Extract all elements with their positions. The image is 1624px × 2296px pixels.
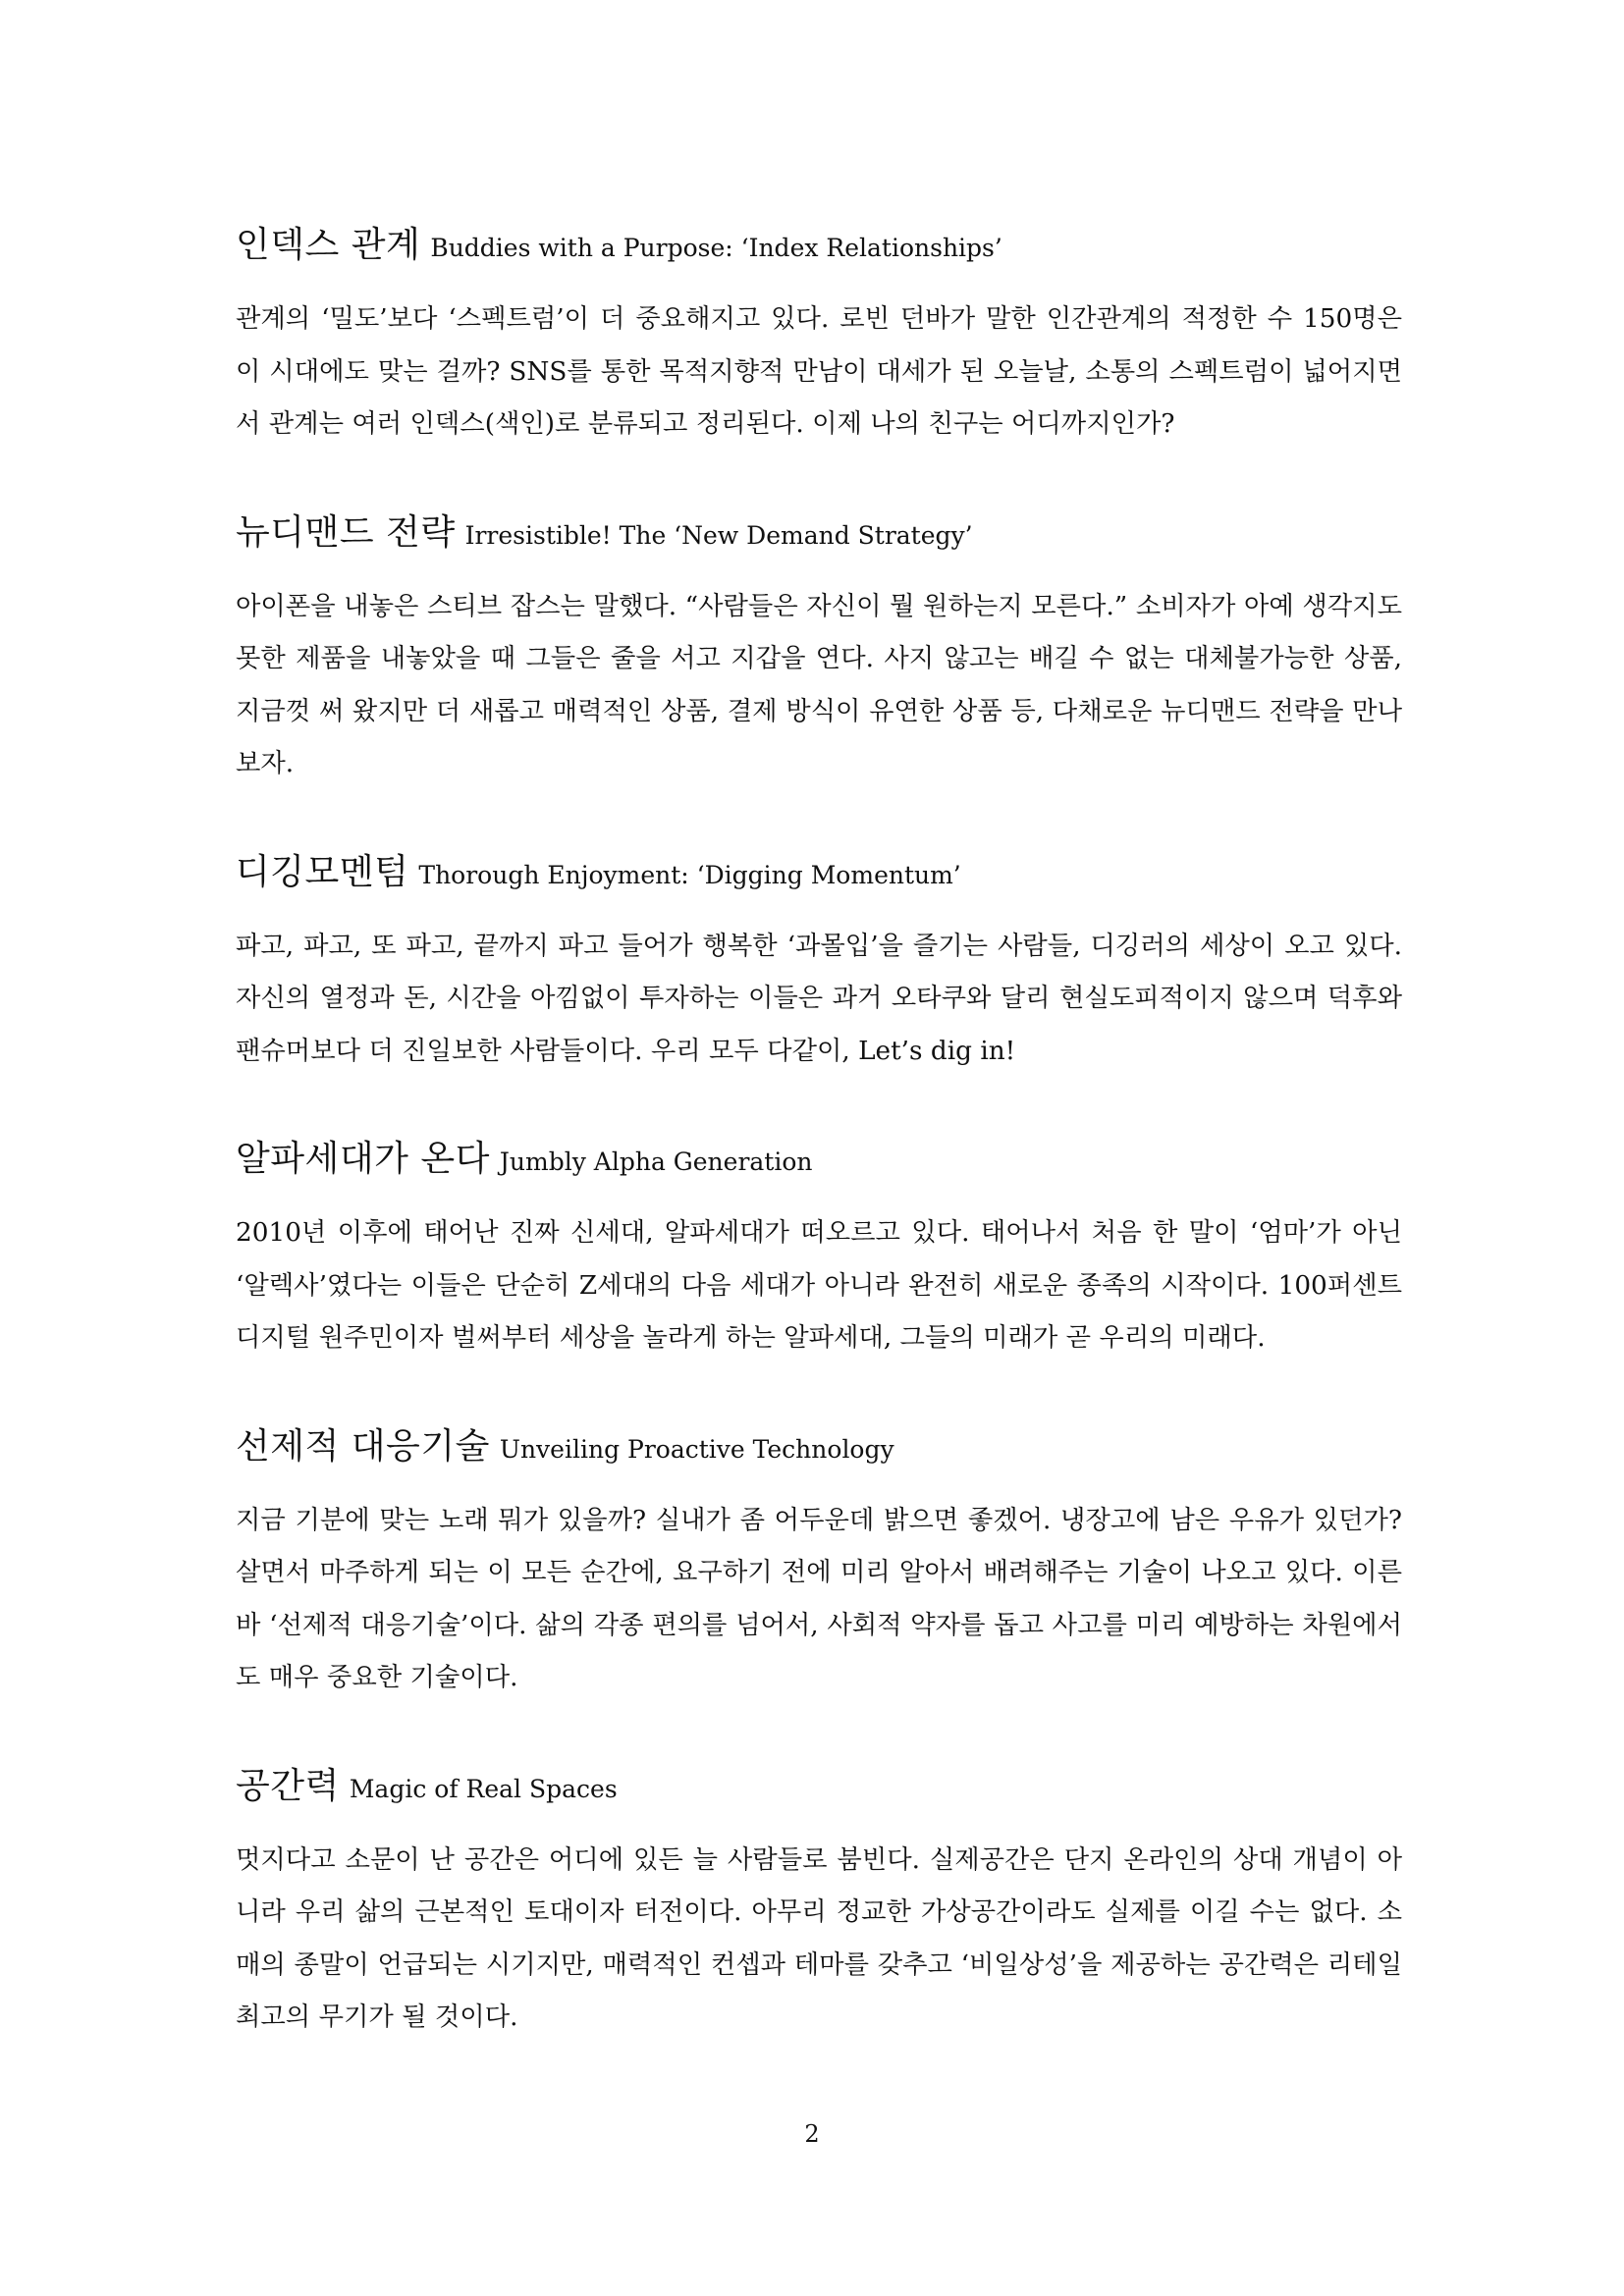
section-body: 2010년 이후에 태어난 진짜 신세대, 알파세대가 떠오르고 있다. 태어나서 처음 한 말이 ‘엄마’가 아닌 ‘알렉사’였다는 이들은 단순히 Z세대의 다음 세대가 아니라 완전히 새로운 종족의 시작이다. 100퍼센트 디지털 원주민이자 벌써부터 세상을 놀라게 하는 알파세대, 그들의 미래가 곧 우리의 미래다. bbox=[236, 1218, 1402, 1353]
section-body: 멋지다고 소문이 난 공간은 어디에 있든 늘 사람들로 붐빈다. 실제공간은 단지 온라인의 상대 개념이 아니라 우리 삶의 근본적인 토대이자 터전이다. 아무리 정교한 가상공간이라도 실제를 이길 수는 없다. 소매의 종말이 언급되는 시기지만, 매력적인 컨셉과 테마를 갖추고 ‘비일상성’을 제공하는 공간력은 리테일 최고의 무기가 될 것이다. bbox=[236, 1844, 1402, 2032]
section-title bbox=[236, 506, 1402, 567]
section-body: 파고, 파고, 또 파고, 끝까지 파고 들어가 행복한 ‘과몰입’을 즐기는 사람들, 디깅러의 세상이 오고 있다. 자신의 열정과 돈, 시간을 아낌없이 투자하는 이들은 과거 오타쿠와 달리 현실도피적이지 않으며 덕후와 팬슈머보다 더 진일보한 사람들이다. 우리 모두 다같이, Let’s dig in! bbox=[236, 931, 1402, 1066]
section-body: 관계의 ‘밀도’보다 ‘스펙트럼’이 더 중요해지고 있다. 로빈 던바가 말한 인간관계의 적정한 수 150명은 이 시대에도 맞는 걸까? SNS를 통한 목적지향적 만남이 대세가 된 오늘날, 소통의 스펙트럼이 넓어지면서 관계는 여러 인덱스(색인)로 분류되고 정리된다. 이제 나의 친구는 어디까지인가? bbox=[236, 304, 1402, 439]
page-number: 2 bbox=[804, 2120, 820, 2148]
section-proactive-technology bbox=[236, 1419, 1402, 1705]
section-title bbox=[236, 1759, 1402, 1821]
section-title-korean: 뉴디맨드 전략 bbox=[236, 511, 456, 553]
section-title bbox=[236, 218, 1402, 280]
document-page bbox=[236, 218, 1402, 2099]
section-title-korean: 디깅모멘텀 bbox=[236, 851, 409, 892]
section-title-korean: 알파세대가 온다 bbox=[236, 1139, 490, 1179]
section-title bbox=[236, 845, 1402, 907]
section-title-english: Buddies with a Purpose: ‘Index Relationships’ bbox=[430, 234, 1002, 262]
section-index-relationships bbox=[236, 218, 1402, 452]
section-title-korean: 공간력 bbox=[236, 1765, 340, 1806]
section-new-demand-strategy bbox=[236, 506, 1402, 791]
section-title bbox=[236, 1419, 1402, 1481]
section-title-english: Thorough Enjoyment: ‘Digging Momentum’ bbox=[418, 860, 961, 889]
section-real-spaces bbox=[236, 1759, 1402, 2045]
section-body: 아이폰을 내놓은 스티브 잡스는 말했다. “사람들은 자신이 뭘 원하는지 모른다.” 소비자가 아예 생각지도 못한 제품을 내놓았을 때 그들은 줄을 서고 지갑을 연다. 사지 않고는 배길 수 없는 대체불가능한 상품, 지금껏 써 왔지만 더 새롭고 매력적인 상품, 결제 방식이 유연한 상품 등, 다채로운 뉴디맨드 전략을 만나보자. bbox=[236, 591, 1402, 778]
section-title-korean: 선제적 대응기술 bbox=[236, 1425, 490, 1467]
section-title-korean: 인덱스 관계 bbox=[236, 225, 421, 265]
section-title-english: Jumbly Alpha Generation bbox=[499, 1148, 813, 1176]
section-title-english: Magic of Real Spaces bbox=[349, 1774, 618, 1803]
section-alpha-generation bbox=[236, 1132, 1402, 1365]
section-digging-momentum bbox=[236, 845, 1402, 1079]
section-body: 지금 기분에 맞는 노래 뭐가 있을까? 실내가 좀 어두운데 밝으면 좋겠어. 냉장고에 남은 우유가 있던가? 살면서 마주하게 되는 이 모든 순간에, 요구하기 전에 미리 알아서 배려해주는 기술이 나오고 있다. 이른바 ‘선제적 대응기술’이다. 삶의 각종 편의를 넘어서, 사회적 약자를 돕고 사고를 미리 예방하는 차원에서도 매우 중요한 기술이다. bbox=[236, 1505, 1402, 1692]
section-title-english: Unveiling Proactive Technology bbox=[499, 1434, 894, 1464]
section-title bbox=[236, 1132, 1402, 1194]
section-title-english: Irresistible! The ‘New Demand Strategy’ bbox=[464, 520, 973, 550]
